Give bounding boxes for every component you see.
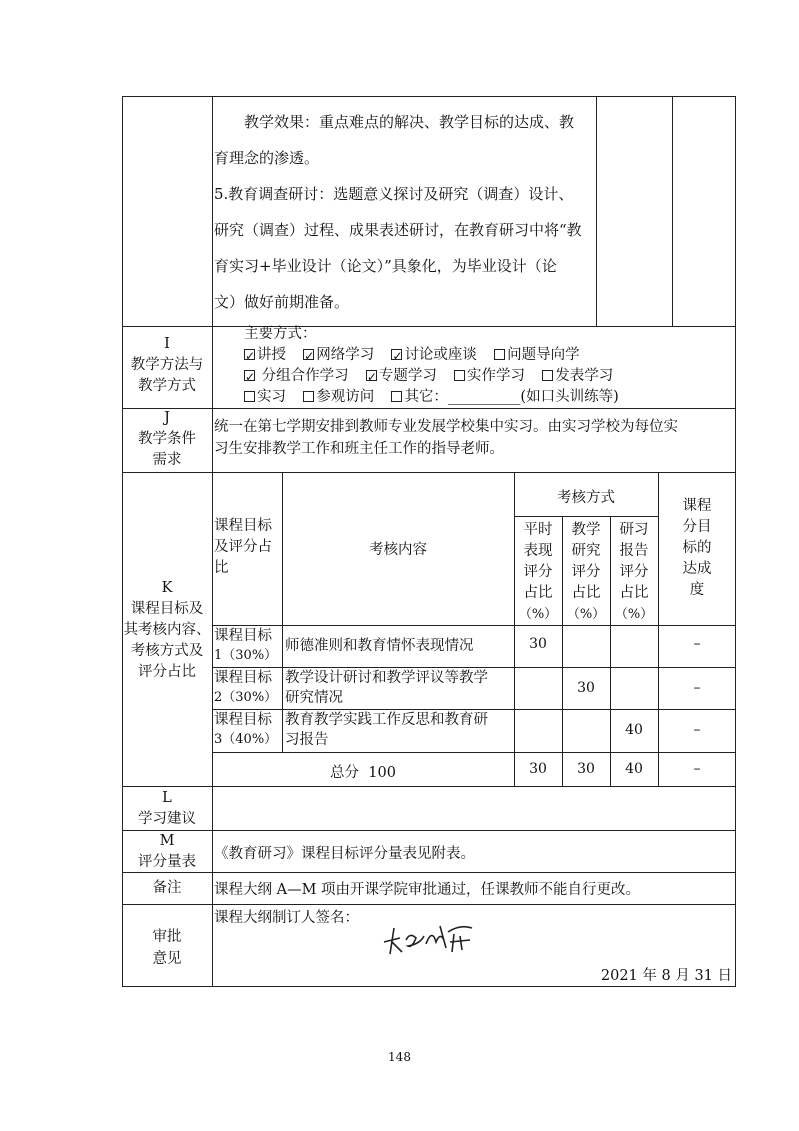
methods-row-3 — [244, 387, 734, 408]
k-sub3-2: 报告 — [619, 543, 649, 559]
k-achieve-1: 课程 — [682, 498, 712, 514]
approval-label — [122, 926, 212, 970]
section-l-letter: L — [162, 790, 172, 806]
k-sub1-1: 平时 — [523, 522, 553, 538]
divider-remarks — [122, 872, 736, 873]
k-sub1-2: 表现 — [523, 543, 553, 559]
k-header-goal — [214, 516, 282, 579]
method-visit: 参观访问 — [316, 389, 375, 405]
divider-approval — [122, 904, 736, 905]
divider-m — [122, 830, 736, 831]
top-divider-a — [596, 96, 597, 326]
checkbox-internship[interactable] — [244, 391, 255, 402]
methods-intro: 主要方式： — [244, 326, 317, 342]
section-l-label — [122, 788, 212, 830]
k-header-content: 考核内容 — [369, 542, 427, 558]
k-header-bottom — [212, 625, 736, 626]
checkbox-presentation[interactable] — [542, 370, 553, 381]
section-k-title-3: 考核方式及 — [130, 643, 204, 659]
methods-row-2 — [244, 366, 734, 387]
k-sub2-3: 评分 — [571, 564, 601, 580]
top-line-4: 研究（调查）过程、成果表述研讨，在教育研习中将“教 — [214, 221, 582, 239]
method-topic: 专题学习 — [378, 368, 437, 384]
total-v3: 40 — [625, 761, 643, 777]
k-sub3-3: 评分 — [619, 564, 649, 580]
k-header-goal-1: 课程目标 — [214, 518, 272, 534]
k-header-sub2 — [562, 520, 610, 625]
divider-k — [122, 472, 736, 473]
top-line-5: 育实习+毕业设计（论文）”具象化，为毕业设计（论 — [214, 257, 557, 275]
total-v1: 30 — [529, 761, 547, 777]
section-k-title-1: 课程目标及 — [130, 601, 204, 617]
checkbox-lecture[interactable] — [244, 349, 255, 360]
k-achieve-3: 标的 — [682, 540, 712, 556]
checkbox-topic[interactable] — [366, 370, 377, 381]
method-online: 网络学习 — [316, 347, 375, 363]
section-i-title-2: 教学方式 — [138, 378, 196, 394]
section-k-title-2: 其考核内容、 — [123, 622, 211, 638]
top-line-3: 5.教育调查研讨：选题意义探讨及研究（调查）设计、 — [214, 185, 574, 203]
method-discussion: 讨论或座谈 — [404, 347, 477, 363]
k-sub3-4: 占比 — [619, 585, 649, 601]
section-i-methods — [244, 324, 734, 408]
method-practical: 实作学习 — [467, 368, 526, 384]
k-col-content — [282, 472, 283, 752]
checkbox-group[interactable] — [244, 370, 255, 381]
total-achieve: – — [693, 761, 701, 777]
k-achieve-2: 分目 — [682, 519, 712, 535]
section-j-title-1: 教学条件 — [138, 431, 196, 447]
total-v2: 30 — [577, 761, 595, 777]
k-sub1-5: （%） — [518, 607, 558, 622]
k-header-goal-3: 比 — [214, 560, 229, 576]
row3-content-2: 习报告 — [285, 732, 329, 748]
k-row3-bottom — [212, 752, 736, 753]
k-sub2-2: 研究 — [571, 543, 601, 559]
section-m-text: 《教育研习》课程目标评分量表见附表。 — [214, 846, 475, 862]
k-header-method: 考核方式 — [557, 490, 615, 506]
section-l-title: 学习建议 — [138, 811, 196, 827]
remarks-text: 课程大纲 A—M 项由开课学院审批通过，任课教师不能自行更改。 — [214, 882, 641, 898]
k-achieve-4: 达成 — [682, 561, 712, 577]
k-header-sub3 — [610, 520, 658, 625]
checkbox-online[interactable] — [303, 349, 314, 360]
approval-title-1: 审批 — [152, 929, 182, 945]
section-i-letter: I — [164, 336, 170, 352]
row1-content-1: 师德准则和教育情怀表现情况 — [285, 638, 474, 654]
section-k-letter: K — [161, 580, 173, 596]
checkbox-discussion[interactable] — [391, 349, 402, 360]
section-k-label — [122, 578, 212, 683]
table-row — [214, 668, 282, 708]
section-i-label — [122, 334, 212, 397]
method-other: 其它：__________(如口头训练等) — [404, 389, 619, 405]
row3-content — [285, 710, 513, 750]
top-line-1: 教学效果：重点难点的解决、教学目标的达成、教 — [244, 113, 575, 131]
section-m-label — [122, 831, 212, 873]
row3-v3: 40 — [625, 722, 643, 738]
table-row — [214, 626, 282, 666]
checkbox-problem-based[interactable] — [494, 349, 505, 360]
approval-date: 2021 年 8 月 31 日 — [600, 968, 732, 984]
checkbox-practical[interactable] — [454, 370, 465, 381]
signer-label: 课程大纲制订人签名： — [214, 910, 359, 926]
section-k-title-4: 评分占比 — [138, 664, 196, 680]
row2-goal-1: 课程目标 — [214, 670, 272, 686]
k-sub2-4: 占比 — [571, 585, 601, 601]
method-lecture: 讲授 — [257, 347, 286, 363]
row2-goal-2: 2（30%） — [214, 690, 278, 705]
k-sub2-5: （%） — [566, 607, 606, 622]
section-i-title-1: 教学方法与 — [130, 357, 204, 373]
k-achieve-5: 度 — [689, 582, 705, 598]
total-label: 总分 100 — [330, 765, 396, 781]
top-divider-b — [672, 96, 673, 326]
table-row — [214, 710, 282, 750]
methods-row-1 — [244, 345, 734, 366]
row3-content-1: 教育教学实践工作反思和教育研 — [285, 712, 488, 728]
handwritten-signature — [380, 918, 480, 958]
section-j-text — [214, 416, 736, 460]
label-column-divider — [212, 96, 213, 987]
k-header-sub1 — [514, 520, 562, 625]
row3-goal-1: 课程目标 — [214, 712, 272, 728]
row2-content-1: 教学设计研讨和教学评议等教学 — [285, 670, 488, 686]
top-section-text — [214, 104, 594, 320]
section-m-letter: M — [159, 833, 175, 849]
row3-goal-2: 3（40%） — [214, 732, 278, 747]
k-sub3-1: 研习 — [619, 522, 649, 538]
row1-goal-1: 课程目标 — [214, 628, 272, 644]
divider-j — [122, 408, 736, 409]
section-j-title-2: 需求 — [152, 452, 182, 468]
top-line-2: 育理念的渗透。 — [214, 149, 320, 167]
row1-goal-2: 1（30%） — [214, 648, 278, 663]
page-number: 148 — [388, 1050, 411, 1064]
approval-title-2: 意见 — [152, 951, 182, 967]
row1-achieve: – — [693, 636, 701, 652]
k-method-subheader-line — [514, 516, 658, 517]
section-j-letter: J — [164, 410, 170, 426]
remarks-label: 备注 — [152, 880, 182, 896]
k-sub3-5: （%） — [614, 607, 654, 622]
divider-l — [122, 786, 736, 787]
section-j-label — [122, 408, 212, 471]
k-header-goal-2: 及评分占 — [214, 539, 272, 555]
k-sub2-1: 教学 — [571, 522, 601, 538]
method-presentation: 发表学习 — [555, 368, 614, 384]
row3-achieve: – — [693, 722, 701, 738]
method-internship: 实习 — [257, 389, 286, 405]
row1-v1: 30 — [529, 636, 547, 652]
checkbox-visit[interactable] — [303, 391, 314, 402]
section-j-line-1: 统一在第七学期安排到教师专业发展学校集中实习。由实习学校为每位实 — [214, 419, 678, 435]
row2-content-2: 研究情况 — [285, 690, 343, 706]
method-problem-based: 问题导向学 — [507, 347, 580, 363]
row1-content — [285, 636, 513, 656]
k-sub1-3: 评分 — [523, 564, 553, 580]
section-m-title: 评分量表 — [138, 854, 196, 870]
section-j-line-2: 习生安排教学工作和班主任工作的指导老师。 — [214, 441, 504, 457]
method-group: 分组合作学习 — [257, 368, 349, 384]
row2-v2: 30 — [577, 680, 595, 696]
top-line-6: 文）做好前期准备。 — [214, 293, 350, 311]
checkbox-other[interactable] — [391, 391, 402, 402]
row2-content — [285, 668, 513, 708]
row2-achieve: – — [693, 680, 701, 696]
k-header-achieve — [658, 496, 736, 601]
k-sub1-4: 占比 — [523, 585, 553, 601]
